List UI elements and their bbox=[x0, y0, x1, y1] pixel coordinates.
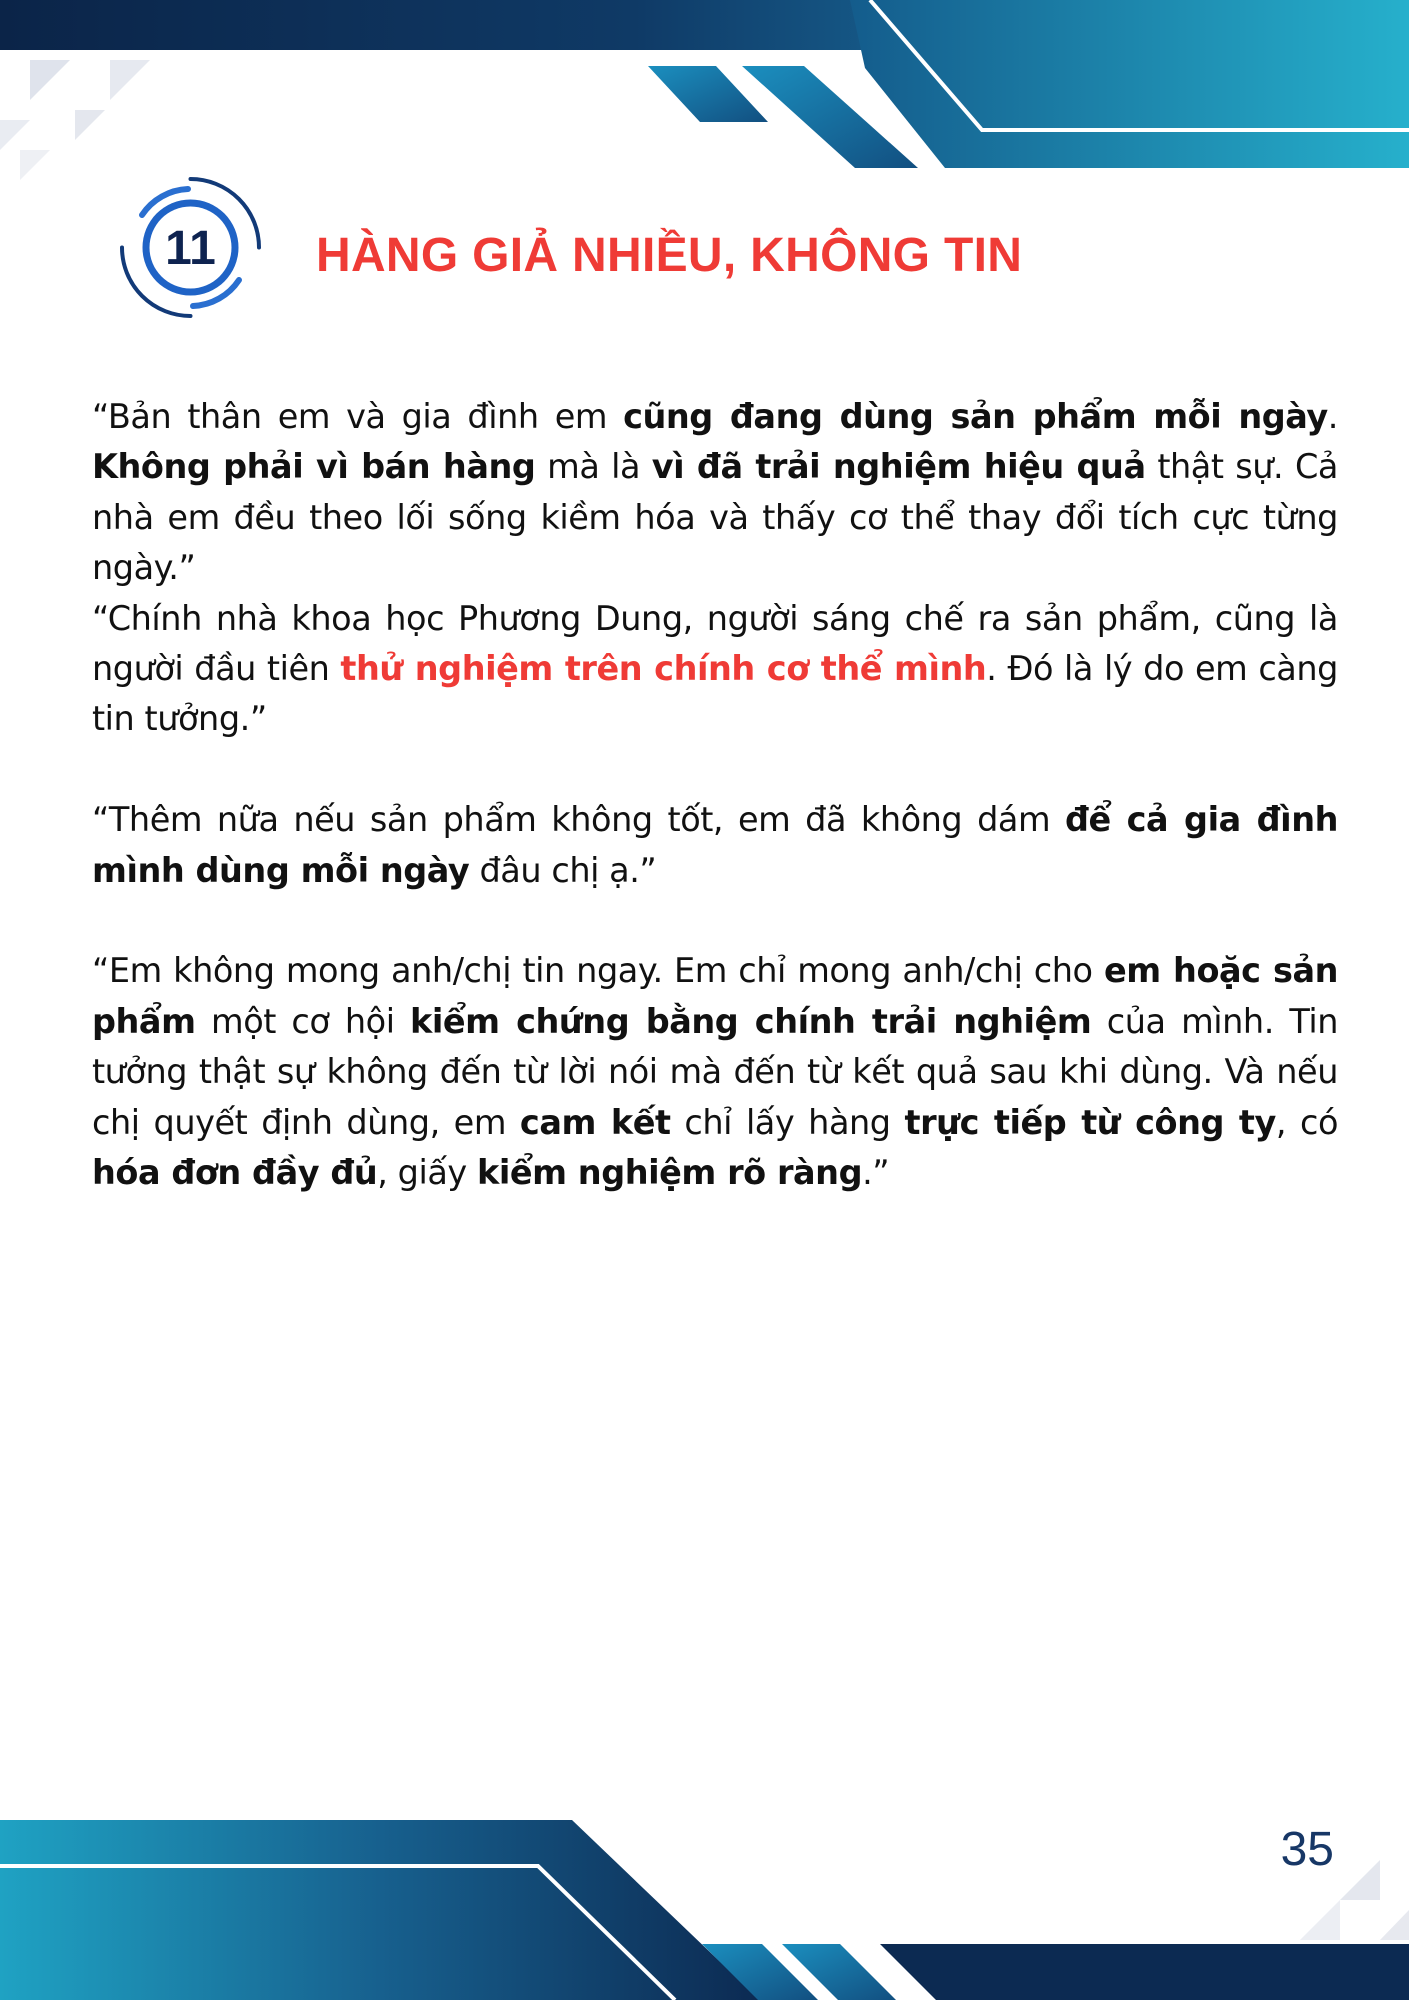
emphasis-text: kiểm chứng bằng chính trải nghiệm bbox=[410, 1001, 1092, 1041]
emphasis-text: Không phải vì bán hàng bbox=[92, 447, 536, 487]
top-banner bbox=[0, 0, 1409, 180]
text-run: .” bbox=[862, 1153, 890, 1193]
emphasis-text: kiểm nghiệm rõ ràng bbox=[477, 1153, 863, 1193]
paragraph-1 bbox=[92, 392, 1338, 594]
text-run: đâu chị ạ.” bbox=[469, 850, 657, 890]
section-title: HÀNG GIẢ NHIỀU, KHÔNG TIN bbox=[316, 229, 1023, 282]
emphasis-text: để cả gia đình mình dùng mỗi ngày bbox=[92, 800, 1338, 890]
body-text bbox=[92, 392, 1338, 1198]
text-run: , có bbox=[1275, 1102, 1338, 1142]
bottom-banner bbox=[0, 1820, 1409, 2000]
section-number: 11 bbox=[165, 222, 216, 275]
emphasis-text: cam kết bbox=[519, 1102, 671, 1142]
emphasis-text: trực tiếp từ công ty bbox=[904, 1102, 1276, 1142]
text-run: . Đó là lý do em càng tin tưởng.” bbox=[92, 649, 1338, 739]
paragraph-3 bbox=[92, 795, 1338, 896]
page-number: 35 bbox=[1280, 1823, 1334, 1876]
text-run: “Chính nhà khoa học Phương Dung, người sáng chế ra sản phẩm, cũng là người đầu tiên bbox=[92, 598, 1338, 689]
emphasis-text: em hoặc sản phẩm bbox=[92, 951, 1338, 1041]
text-run: “Thêm nữa nếu sản phẩm không tốt, em đã không dám bbox=[92, 800, 1065, 840]
paragraph-2 bbox=[92, 594, 1338, 745]
text-run: . bbox=[1327, 397, 1338, 436]
text-run: của mình. Tin tưởng thật sự không đến từ lời nói mà đến từ kết quả sau khi dùng. Và nếu chị quyết định dùng, em bbox=[92, 1001, 1338, 1142]
text-run: mà là bbox=[535, 447, 652, 487]
text-run: thật sự. Cả nhà em đều theo lối sống kiềm hóa và thấy cơ thể thay đổi tích cực từng ngày.” bbox=[92, 447, 1338, 588]
emphasis-text: thử nghiệm trên chính cơ thể mình bbox=[340, 649, 987, 689]
section-number-badge-icon bbox=[118, 175, 263, 320]
text-run: , giấy bbox=[377, 1153, 477, 1193]
text-run: một cơ hội bbox=[195, 1001, 411, 1041]
emphasis-text: cũng đang dùng sản phẩm mỗi ngày bbox=[623, 397, 1328, 436]
emphasis-text: vì đã trải nghiệm hiệu quả bbox=[651, 447, 1146, 487]
text-run: “Bản thân em và gia đình em bbox=[92, 397, 624, 436]
text-run: “Em không mong anh/chị tin ngay. Em chỉ mong anh/chị cho bbox=[92, 951, 1104, 991]
text-run: chỉ lấy hàng bbox=[670, 1102, 905, 1142]
paragraph-4 bbox=[92, 946, 1338, 1198]
emphasis-text: hóa đơn đầy đủ bbox=[92, 1153, 378, 1193]
